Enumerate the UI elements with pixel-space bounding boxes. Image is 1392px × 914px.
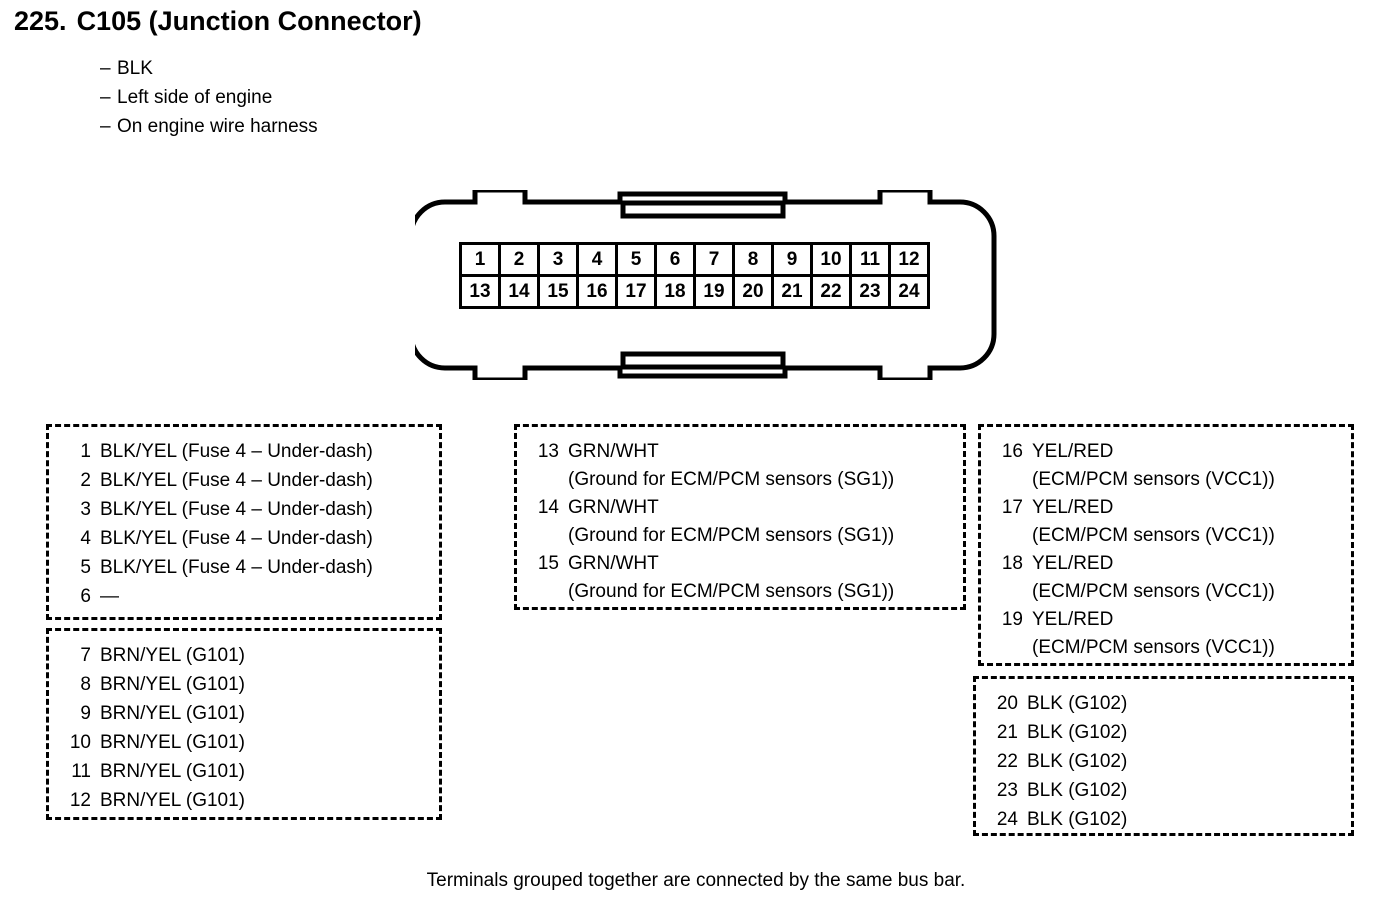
- legend-row: [986, 689, 1339, 718]
- connector-diagram: [415, 190, 1015, 380]
- connector-description-item: – Left side of engine: [100, 83, 318, 112]
- legend-pin-label: BLK/YEL (Fuse 4 – Under-dash): [100, 557, 373, 578]
- legend-pin-label: BLK (G102): [1027, 809, 1128, 830]
- legend-row: [991, 437, 1339, 466]
- legend-pin-number: 1: [80, 441, 91, 462]
- legend-pin-label: GRN/WHT: [568, 497, 659, 518]
- legend-pin-label: BLK (G102): [1027, 722, 1128, 743]
- page-title: [14, 6, 422, 37]
- pin-row-top: [459, 242, 927, 274]
- pin-cell[interactable]: 14: [498, 274, 540, 309]
- legend-row: [991, 605, 1339, 634]
- pin-grid: [459, 242, 927, 306]
- pin-row-bottom: [459, 274, 927, 306]
- pin-cell[interactable]: 21: [771, 274, 813, 309]
- legend-pin-number: 20: [996, 693, 1018, 714]
- pin-cell[interactable]: 10: [810, 242, 852, 277]
- legend-group-7-12: [46, 628, 442, 820]
- legend-pin-label: BLK/YEL (Fuse 4 – Under-dash): [100, 528, 373, 549]
- legend-pin-number: 5: [80, 557, 91, 578]
- legend-pin-label: BRN/YEL (G101): [100, 732, 246, 753]
- dash-icon: –: [100, 58, 111, 79]
- legend-pin-number: 17: [1001, 497, 1023, 518]
- legend-pin-label: BRN/YEL (G101): [100, 645, 246, 666]
- legend-row: [527, 437, 951, 466]
- legend-row: [527, 493, 951, 522]
- legend-pin-number: 7: [80, 645, 91, 666]
- legend-row: [59, 495, 427, 524]
- legend-pin-number: 21: [996, 722, 1018, 743]
- legend-pin-sublabel: (ECM/PCM sensors (VCC1)): [1032, 581, 1275, 602]
- pin-cell[interactable]: 19: [693, 274, 735, 309]
- legend-pin-label: GRN/WHT: [568, 441, 659, 462]
- legend-pin-number: 19: [1001, 609, 1023, 630]
- legend-pin-label: BRN/YEL (G101): [100, 674, 246, 695]
- legend-row: [986, 718, 1339, 747]
- legend-pin-number: 23: [996, 780, 1018, 801]
- legend-row: [59, 670, 427, 699]
- legend-row: [59, 728, 427, 757]
- legend-group-13-15: [514, 424, 966, 610]
- legend-pin-number: 13: [537, 441, 559, 462]
- legend-row: [59, 437, 427, 466]
- legend-pin-number: 10: [69, 732, 91, 753]
- legend-row: [527, 549, 951, 578]
- pin-cell[interactable]: 3: [537, 242, 579, 277]
- legend-row: [986, 747, 1339, 776]
- pin-cell[interactable]: 18: [654, 274, 696, 309]
- legend-pin-label: BLK (G102): [1027, 693, 1128, 714]
- legend-row: [59, 786, 427, 815]
- legend-pin-number: 11: [71, 761, 91, 782]
- pin-cell[interactable]: 15: [537, 274, 579, 309]
- legend-row: [986, 776, 1339, 805]
- pin-cell[interactable]: 11: [849, 242, 891, 277]
- pin-cell[interactable]: 1: [459, 242, 501, 277]
- pin-cell[interactable]: 17: [615, 274, 657, 309]
- dash-icon: –: [100, 87, 111, 108]
- dash-icon: –: [100, 116, 111, 137]
- legend-pin-number: 3: [80, 499, 91, 520]
- legend-pin-number: 14: [537, 497, 559, 518]
- legend-pin-number: 8: [80, 674, 91, 695]
- page-title-text: C105 (Junction Connector): [76, 6, 422, 36]
- legend-row: [59, 699, 427, 728]
- legend-pin-sublabel: (Ground for ECM/PCM sensors (SG1)): [568, 469, 895, 490]
- pin-cell[interactable]: 22: [810, 274, 852, 309]
- legend-pin-sublabel: (Ground for ECM/PCM sensors (SG1)): [568, 581, 895, 602]
- legend-row: [59, 553, 427, 582]
- legend-pin-number: 6: [80, 586, 91, 607]
- legend-row: [991, 493, 1339, 522]
- legend-group-16-19: [978, 424, 1354, 666]
- pin-cell[interactable]: 8: [732, 242, 774, 277]
- legend-pin-label: BLK/YEL (Fuse 4 – Under-dash): [100, 470, 373, 491]
- legend-pin-sublabel: (ECM/PCM sensors (VCC1)): [1032, 637, 1275, 658]
- pin-cell[interactable]: 13: [459, 274, 501, 309]
- legend-group-20-24: [973, 676, 1354, 836]
- pin-cell[interactable]: 5: [615, 242, 657, 277]
- legend-pin-number: 12: [69, 790, 91, 811]
- legend-row: [59, 582, 427, 611]
- legend-pin-number: 4: [80, 528, 91, 549]
- legend-pin-sublabel: (ECM/PCM sensors (VCC1)): [1032, 469, 1275, 490]
- pin-cell[interactable]: 20: [732, 274, 774, 309]
- legend-pin-label: YEL/RED: [1032, 553, 1114, 574]
- footer-note: Terminals grouped together are connected by the same bus bar.: [426, 870, 966, 891]
- legend-pin-number: 18: [1001, 553, 1023, 574]
- legend-pin-label: —: [100, 586, 119, 607]
- legend-group-1-6: [46, 424, 442, 620]
- legend-pin-number: 9: [80, 703, 91, 724]
- page-title-number: 225.: [14, 6, 67, 36]
- pin-cell[interactable]: 6: [654, 242, 696, 277]
- legend-pin-number: 16: [1001, 441, 1023, 462]
- legend-pin-label: BRN/YEL (G101): [100, 703, 246, 724]
- connector-description-item: – BLK: [100, 54, 318, 83]
- legend-pin-label: BLK (G102): [1027, 751, 1128, 772]
- legend-pin-label: BLK/YEL (Fuse 4 – Under-dash): [100, 441, 373, 462]
- legend-row: [991, 549, 1339, 578]
- pin-cell[interactable]: 9: [771, 242, 813, 277]
- legend-pin-label: BRN/YEL (G101): [100, 790, 246, 811]
- legend-pin-number: 22: [996, 751, 1018, 772]
- connector-description-item: – On engine wire harness: [100, 112, 318, 141]
- connector-description-list: [100, 54, 318, 141]
- pin-cell[interactable]: 7: [693, 242, 735, 277]
- pin-cell[interactable]: 24: [888, 274, 930, 309]
- pin-cell[interactable]: 23: [849, 274, 891, 309]
- legend-row: [59, 466, 427, 495]
- legend-pin-label: YEL/RED: [1032, 609, 1114, 630]
- pin-cell[interactable]: 12: [888, 242, 930, 277]
- pin-cell[interactable]: 4: [576, 242, 618, 277]
- legend-pin-sublabel: (ECM/PCM sensors (VCC1)): [1032, 525, 1275, 546]
- legend-pin-number: 24: [996, 809, 1018, 830]
- pin-cell[interactable]: 16: [576, 274, 618, 309]
- legend-row: [986, 805, 1339, 834]
- legend-pin-number: 15: [537, 553, 559, 574]
- legend-pin-number: 2: [80, 470, 91, 491]
- legend-pin-label: YEL/RED: [1032, 497, 1114, 518]
- legend-pin-label: BLK/YEL (Fuse 4 – Under-dash): [100, 499, 373, 520]
- pin-cell[interactable]: 2: [498, 242, 540, 277]
- legend-pin-label: YEL/RED: [1032, 441, 1114, 462]
- legend-pin-label: GRN/WHT: [568, 553, 659, 574]
- legend-row: [59, 641, 427, 670]
- legend-pin-sublabel: (Ground for ECM/PCM sensors (SG1)): [568, 525, 895, 546]
- legend-row: [59, 757, 427, 786]
- legend-pin-label: BLK (G102): [1027, 780, 1128, 801]
- legend-row: [59, 524, 427, 553]
- legend-pin-label: BRN/YEL (G101): [100, 761, 246, 782]
